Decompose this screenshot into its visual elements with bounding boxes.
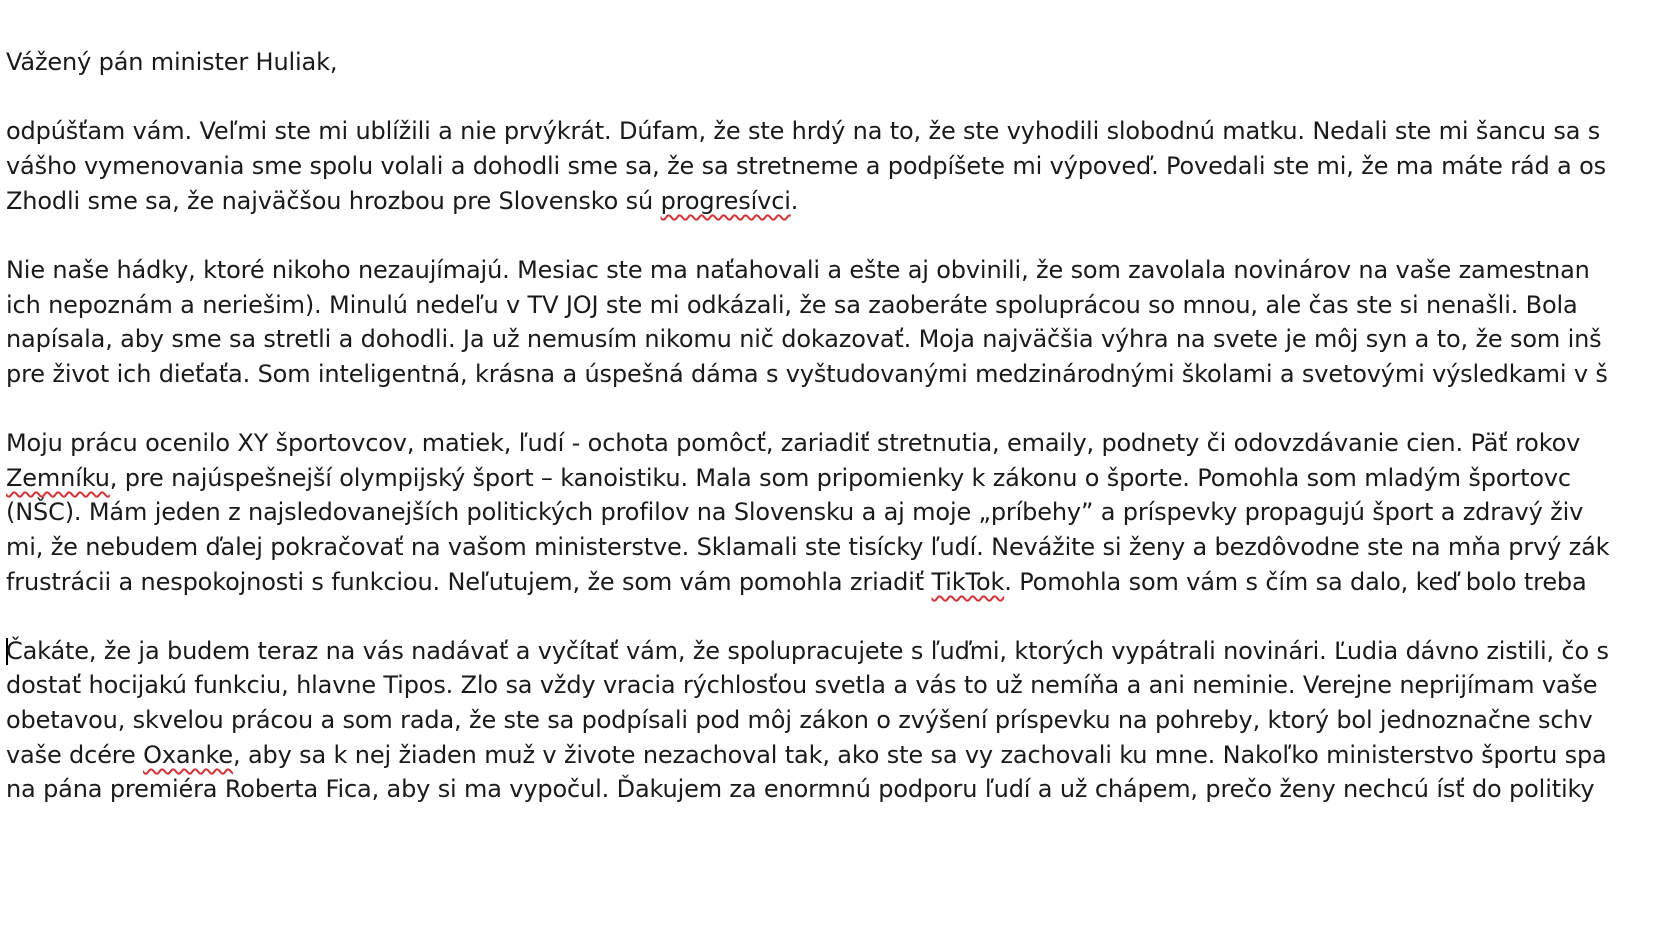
paragraph-2-line-4: pre život ich dieťaťa. Som inteligentná, krásna a úspešná dáma s vyštudovanými medzinárodnými školami a svetovými výsledkami v š	[6, 360, 1608, 388]
paragraph-3-line-2	[6, 460, 1571, 497]
paragraph-1-line-3	[6, 183, 798, 220]
paragraph-4-line-2: dostať hocijakú funkciu, hlavne Tipos. Zlo sa vždy vracia rýchlosťou svetla a vás to už nemíňa a ani neminie. Verejne neprijímam vaše	[6, 671, 1598, 699]
paragraph-4-line-1	[6, 633, 1609, 670]
text-run: .	[790, 187, 799, 215]
text-run: , aby sa k nej žiaden muž v živote nezachoval tak, ako ste sa vy zachovali ku mne. Nakoľko ministerstvo športu spa	[233, 741, 1607, 769]
text-run: . Pomohla som vám s čím sa dalo, keď bolo treba	[1004, 568, 1587, 596]
misspelled-word[interactable]: TikTok	[931, 568, 1005, 596]
text-run: , pre najúspešnejší olympijský šport – kanoistiku. Mala som pripomienky k zákonu o športe. Pomohla som mladým športovc	[109, 464, 1571, 492]
misspelled-word[interactable]: Zemníku	[6, 464, 110, 492]
paragraph-3-line-4: mi, že nebudem ďalej pokračovať na vašom ministerstve. Sklamali ste tisícky ľudí. Nevážite si ženy a bezdôvodne ste na mňa prvý zák	[6, 533, 1610, 561]
paragraph-2-line-2: ich nepoznám a neriešim). Minulú nedeľu v TV JOJ ste mi odkázali, že sa zaoberáte spoluprácou so mnou, ale čas ste si nenašli. Bola	[6, 291, 1578, 319]
salutation-line: Vážený pán minister Huliak,	[6, 48, 338, 76]
text-run: Čakáte, že ja budem teraz na vás nadávať a vyčítať vám, že spolupracujete s ľuďmi, ktorých vypátrali novinári. Ľudia dávno zistili, čo s	[6, 637, 1609, 665]
paragraph-4-line-4	[6, 737, 1607, 774]
paragraph-1-line-2: vášho vymenovania sme spolu volali a dohodli sme sa, že sa stretneme a podpíšete mi výpoveď. Povedali ste mi, že ma máte rád a os	[6, 152, 1606, 180]
misspelled-word[interactable]: Oxanke	[143, 741, 234, 769]
paragraph-4-line-3: obetavou, skvelou prácou a som rada, že ste sa podpísali pod môj zákon o zvýšení príspevku na pohreby, ktorý bol jednoznačne schv	[6, 706, 1593, 734]
paragraph-4-line-5: na pána premiéra Roberta Fica, aby si ma vypočul. Ďakujem za enormnú podporu ľudí a už chápem, prečo ženy nechcú ísť do politiky	[6, 775, 1595, 803]
paragraph-2-line-1: Nie naše hádky, ktoré nikoho nezaujímajú. Mesiac ste ma naťahovali a ešte aj obvinili, že som zavolala novinárov na vaše zamestnan	[6, 256, 1590, 284]
text-run: frustrácii a nespokojnosti s funkciou. Neľutujem, že som vám pomohla zriadiť	[6, 568, 932, 596]
text-run: vaše dcére	[6, 741, 144, 769]
paragraph-1-line-1: odpúšťam vám. Veľmi ste mi ublížili a nie prvýkrát. Dúfam, že ste hrdý na to, že ste vyhodili slobodnú matku. Nedali ste mi šancu sa s	[6, 117, 1601, 145]
text-run: Zhodli sme sa, že najväčšou hrozbou pre Slovensko sú	[6, 187, 661, 215]
paragraph-3-line-1: Moju prácu ocenilo XY športovcov, matiek, ľudí - ochota pomôcť, zariadiť stretnutia, emaily, podnety či odovzdávanie cien. Päť rokov	[6, 429, 1581, 457]
paragraph-3-line-3: (NŠC). Mám jeden z najsledovanejších politických profilov na Slovensku a aj moje „príbehy” a príspevky propagujú šport a zdravý živ	[6, 498, 1584, 526]
paragraph-2-line-3: napísala, aby sme sa stretli a dohodli. Ja už nemusím nikomu nič dokazovať. Moja najväčšia výhra na svete je môj syn a to, že som inš	[6, 325, 1602, 353]
paragraph-3-line-5	[6, 564, 1587, 601]
misspelled-word[interactable]: progresívci	[660, 187, 791, 215]
